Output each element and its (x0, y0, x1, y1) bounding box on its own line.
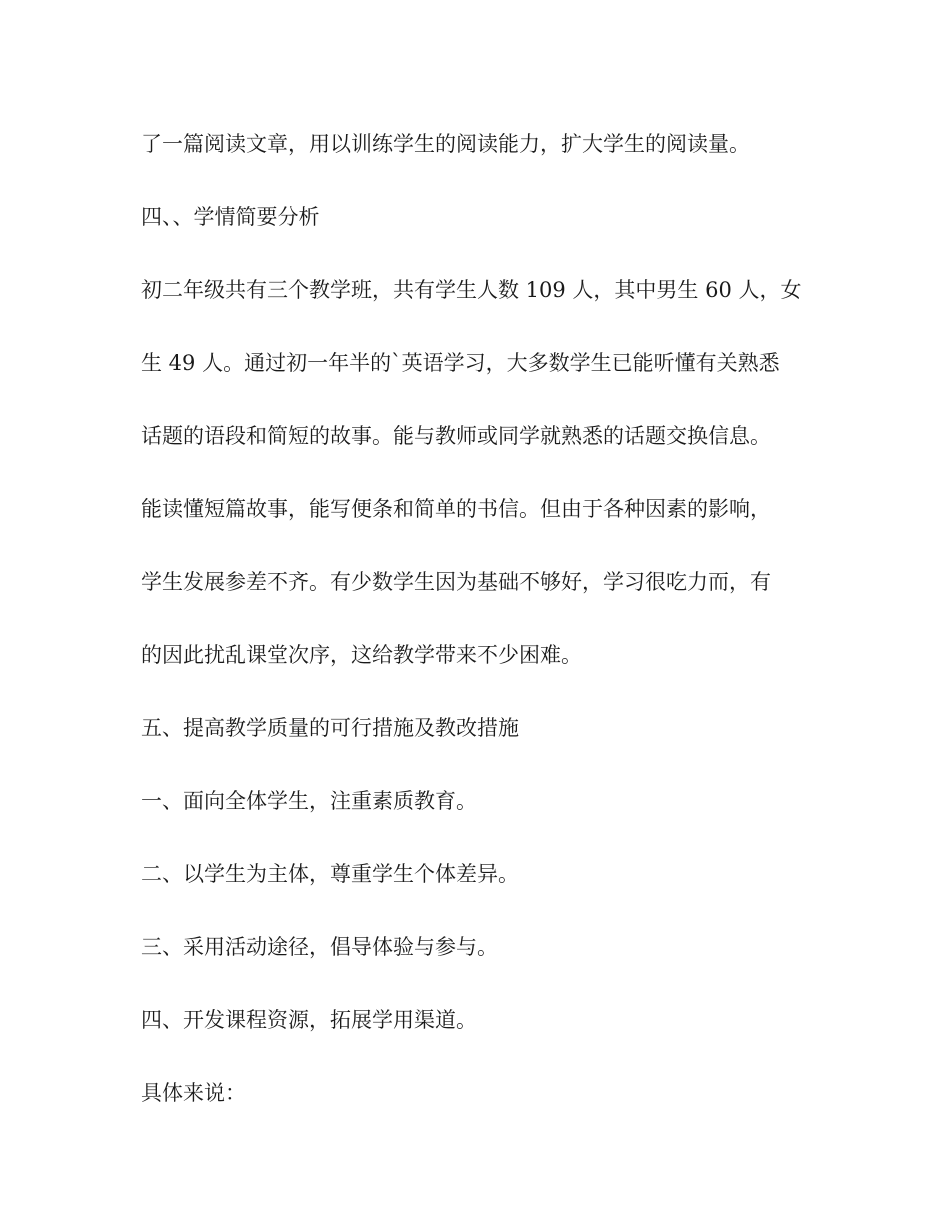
paragraph-line: 初二年级共有三个教学班，共有学生人数 109 人，其中男生 60 人，女 (141, 278, 802, 302)
paragraph-line: 能读懂短篇故事，能写便条和简单的书信。但由于各种因素的影响， (141, 497, 771, 521)
paragraph-line: 话题的语段和简短的故事。能与教师或同学就熟悉的话题交换信息。 (141, 424, 771, 448)
list-item: 二、以学生为主体，尊重学生个体差异。 (141, 862, 519, 886)
section-heading: 四、、学情简要分析 (141, 205, 320, 229)
list-item: 一、面向全体学生，注重素质教育。 (141, 789, 477, 813)
paragraph-line: 生 49 人。通过初一年半的`英语学习，大多数学生已能听懂有关熟悉 (141, 351, 780, 375)
paragraph-line: 学生发展参差不齐。有少数学生因为基础不够好，学习很吃力而，有 (141, 570, 771, 594)
paragraph-line: 了一篇阅读文章，用以训练学生的阅读能力，扩大学生的阅读量。 (141, 132, 750, 156)
paragraph-line: 的因此扰乱课堂次序，这给教学带来不少困难。 (141, 643, 582, 667)
list-item: 三、采用活动途径，倡导体验与参与。 (141, 935, 498, 959)
list-item: 四、开发课程资源，拓展学用渠道。 (141, 1008, 477, 1032)
paragraph-line: 具体来说： (141, 1081, 246, 1105)
section-heading: 五、提高教学质量的可行措施及教改措施 (141, 716, 519, 740)
